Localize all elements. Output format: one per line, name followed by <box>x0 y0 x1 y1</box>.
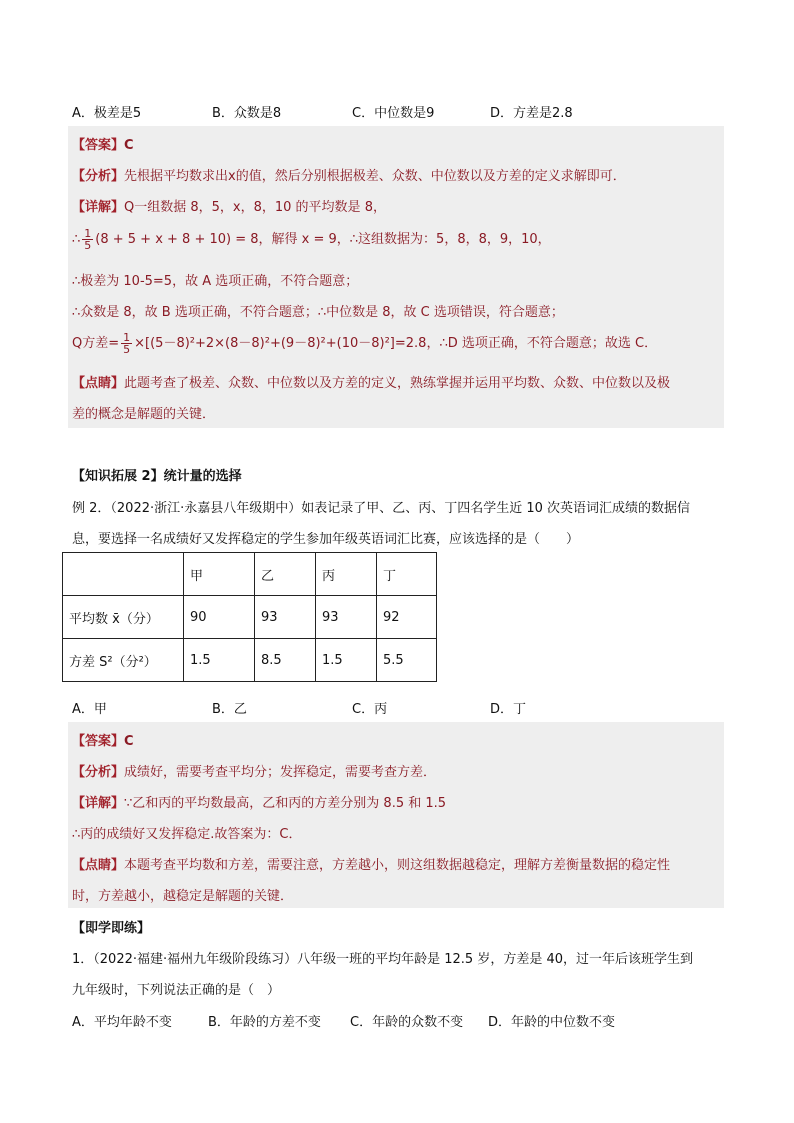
solution-box-2 <box>68 722 724 908</box>
option-c: C．中位数是9 <box>352 106 435 121</box>
option-d: D．方差是2.8 <box>490 106 573 121</box>
table-cell: 乙 <box>255 553 316 596</box>
table-cell <box>63 553 184 596</box>
q2-options <box>72 698 732 717</box>
option-a: A．极差是5 <box>72 106 142 121</box>
option-d: D．年龄的中位数不变 <box>488 1015 616 1030</box>
option-a: A．甲 <box>72 702 107 717</box>
table-cell: 8.5 <box>255 639 316 682</box>
q1-options <box>72 102 732 121</box>
table-cell: 甲 <box>184 553 255 596</box>
table-cell: 1.5 <box>184 639 255 682</box>
analysis-line-2: 【分析】成绩好，需要考查平均分；发挥稳定，需要考查方差． <box>72 765 437 780</box>
table-cell: 平均数 x̄（分） <box>63 596 184 639</box>
option-a: A．平均年龄不变 <box>72 1015 172 1030</box>
detail-line-2: ∴ $\frac{1}{5}$ (8 + 5 + x + 8 + 10) = 8，解得 x = 9，∴这组数据为：5，8，8，9，10， <box>72 227 551 252</box>
option-b: B．年龄的方差不变 <box>208 1015 321 1030</box>
data-table <box>62 552 437 682</box>
table-cell: 90 <box>184 596 255 639</box>
detail-line-1: 【详解】Q一组数据 8，5，x，8，10 的平均数是 8， <box>72 200 386 215</box>
option-b: B．众数是8 <box>212 106 282 121</box>
option-b: B．乙 <box>212 702 247 717</box>
table-cell: 92 <box>377 596 437 639</box>
section-title: 【知识拓展 2】统计量的选择 <box>72 469 242 484</box>
practice-options <box>72 1011 732 1030</box>
table-cell: 93 <box>255 596 316 639</box>
option-c: C．丙 <box>352 702 388 717</box>
comment-line-2: 差的概念是解题的关键． <box>72 407 216 422</box>
comment-line-1: 【点睛】此题考查了极差、众数、中位数以及方差的定义，熟练掌握并运用平均数、众数、中位数以及极 <box>72 376 671 391</box>
practice-q1-line-1: 1．（2022·福建·福州九年级阶段练习）八年级一班的平均年龄是 12.5 岁，方差是 40，过一年后该班学生到 <box>72 952 694 967</box>
table-cell: 1.5 <box>316 639 377 682</box>
detail-line-4: ∴众数是 8，故 B 选项正确，不符合题意；∴中位数是 8，故 C 选项错误，符合题意； <box>72 305 564 320</box>
table-header-row <box>63 553 437 596</box>
table-cell: 方差 S²（分²） <box>63 639 184 682</box>
fraction: $\frac{1}{5}$ <box>123 331 131 356</box>
analysis-line-1: 【分析】先根据平均数求出x的值，然后分别根据极差、众数、中位数以及方差的定义求解即可． <box>72 169 626 184</box>
table-row <box>63 639 437 682</box>
comment-line-b1: 【点睛】本题考查平均数和方差，需要注意，方差越小，则这组数据越稳定，理解方差衡量数据的稳定性 <box>72 858 671 873</box>
answer-line-2: 【答案】C <box>72 734 134 749</box>
answer-line-1: 【答案】C <box>72 138 134 153</box>
example2-line-2: 息，要选择一名成绩好又发挥稳定的学生参加年级英语词汇比赛，应该选择的是（ ） <box>72 532 580 547</box>
table-cell: 93 <box>316 596 377 639</box>
table-cell: 5.5 <box>377 639 437 682</box>
comment-line-b2: 时，方差越小，越稳定是解题的关键． <box>72 889 294 904</box>
practice-title: 【即学即练】 <box>72 921 151 936</box>
detail-line-3: ∴极差为 10-5=5，故 A 选项正确，不符合题意； <box>72 274 359 289</box>
table-row <box>63 596 437 639</box>
detail-line-b1: 【详解】∵乙和丙的平均数最高，乙和丙的方差分别为 8.5 和 1.5 <box>72 796 447 811</box>
table-cell: 丙 <box>316 553 377 596</box>
option-d: D．丁 <box>490 702 527 717</box>
detail-line-5: Q方差= $\frac{1}{5}$ ×[(5－8)²+2×(8－8)²+(9－8)²+(10－8)²]=2.8，∴D 选项正确，不符合题意；故选 C． <box>72 331 658 356</box>
option-c: C．年龄的众数不变 <box>350 1015 464 1030</box>
fraction: $\frac{1}{5}$ <box>84 227 92 252</box>
example2-line-1: 例 2．（2022·浙江·永嘉县八年级期中）如表记录了甲、乙、丙、丁四名学生近 10 次英语词汇成绩的数据信 <box>72 501 691 516</box>
detail-line-b2: ∴丙的成绩好又发挥稳定.故答案为：C． <box>72 827 302 842</box>
table-cell: 丁 <box>377 553 437 596</box>
practice-q1-line-2: 九年级时，下列说法正确的是（ ） <box>72 983 281 998</box>
